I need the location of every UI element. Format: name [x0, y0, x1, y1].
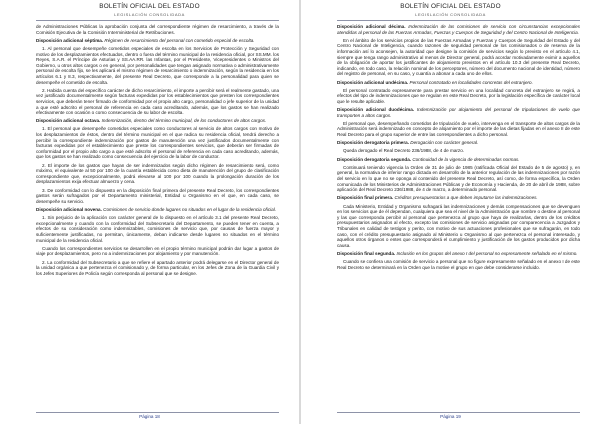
- article-paragraph: [337, 140, 580, 146]
- article-description: Continuidad de la vigencia de determinadas normas.: [412, 156, 520, 162]
- article-paragraph: [36, 207, 279, 213]
- article-paragraph: [337, 24, 580, 35]
- body-paragraph: Cada Ministerio, Entidad y Organismo sufragará las indemnizaciones y demás compensaciones que se devenguen en los servicios que de él dependan, cualquiera que sea el nivel de la Administración que nombre o destine al personal y las que corresponda percibir al personal que pertenezca al grupo que haya de realizarlas, dentro de los créditos presupuestarios asignados al efecto, excepto las comisiones de servicio asignadas por comparecencia a Juzgados y Tribunales en calidad de testigos y perito, con motivo de sus actuaciones profesionales que se sufragarán, en todo caso, con el crédito presupuestario asignado al Ministerio u Organismo al que pertenezca el personal interesado, y aquellos otros órganos o entes que corresponderá el cumplimiento y justificación de los gastos producidos por dicha causa.: [337, 203, 580, 248]
- article-description: Derogación con carácter general.: [410, 140, 479, 146]
- page-number: Página 19: [440, 414, 461, 419]
- body-paragraph: Cuando los correspondientes servicios se desarrollen en el propio término municipal podrán dar lugar a gastos de viaje por desplazamientos, pero no a indemnizaciones por alojamiento y por manutención.: [36, 245, 279, 257]
- footer-rule: [337, 412, 580, 413]
- article-heading: Disposición adicional undécima.: [337, 79, 409, 85]
- article-description: Indemnización por alojamiento del personal de tripulaciones de vuelo que transporten a altos cargos.: [337, 107, 580, 118]
- body-paragraph: Continuará teniendo vigencia la Orden de 31 de julio de 1985 (ratificada Oficial del Estado de 5 de agosto) y, en general, la normativa de inferior rango dictada en desarrollo de la anterior regulación de las indemnizaciones por razón del servicio en lo que no se oponga al contenido del presente Real Decreto, así como, de forma específica, la Orden comunicada de los Ministerios de Administraciones Públicas y de Economía y Hacienda, de 20 de abril de 1988, sobre aplicación del Real Decreto 236/1988, de 4 de marzo, a determinado personal.: [337, 164, 580, 193]
- header-title: BOLETÍN OFICIAL DEL ESTADO: [99, 3, 200, 10]
- body-paragraph: de Administraciones Públicas la aprobación conjunta del correspondiente régimen de resarcimiento, a través de la Comisión Ejecutiva de la Comisión Interministerial de Retribuciones.: [36, 24, 279, 35]
- article-description: Indemnización, dentro del término municipal, de los conductores de altos cargos.: [101, 118, 267, 124]
- article-description: Inclusión en los grupos del anexo I del personal no expresamente señalado en el mismo.: [396, 250, 578, 256]
- article-paragraph: [337, 195, 580, 201]
- article-paragraph: [337, 157, 580, 163]
- article-description: Comisiones de servicio donde lugares no situados en el lugar de la residencia oficial.: [103, 206, 277, 212]
- body-paragraph: El personal contratado expresamente para prestar servicio en una localidad concreta del extranjero se regirá, a efectos del tipo de indemnizaciones que se regulan en este Real Decreto, por la legislación específica de carácter local que le resulte aplicable.: [337, 87, 580, 104]
- body-paragraph: Cuando se confiera una comisión de servicio a personal que no figure expresamente señalado en el anexo I de este Real Decreto se determinará en la Orden que la motive el grupo en que debe considerarse incluido.: [337, 259, 580, 270]
- document-page-left: [0, 0, 299, 424]
- article-heading: Disposición adicional octava.: [36, 118, 101, 124]
- article-heading: Disposición adicional duodécima.: [337, 107, 415, 113]
- body-paragraph: 2. Habida cuenta del específico carácter de dicho resarcimiento, el importe a percibir será el realmente gastado, una vez justificado documentalmente según facturas expedidas por los establecimientos que presten los correspondientes servicios, que deberán tener firmado de conformidad por el propio alto cargo, personalidad o jefe superior de la unidad a que esté adscrito el personal de referencia en cada caso acreditando, además, que los gastos se han realizado efectivamente con ocasión o como consecuencia de su labor de escolta.: [36, 87, 279, 116]
- header-title: BOLETÍN OFICIAL DEL ESTADO: [400, 3, 501, 10]
- body-paragraph: Queda derogado el Real Decreto 236/1988, de 4 de marzo.: [343, 148, 465, 154]
- article-paragraph: [36, 38, 279, 44]
- article-paragraph: [337, 107, 580, 118]
- body-paragraph: 3. De conformidad con lo dispuesto en la disposición final primera del presente Real Decreto, los correspondientes gastos serán sufragados por el Departamento ministerial, Entidad u Organismo en el que, en cada caso, se desempeñe su servicio.: [36, 187, 279, 204]
- article-paragraph: [36, 118, 279, 124]
- page-body-text: [337, 24, 580, 273]
- body-paragraph: 2. El importe de los gastos que hayan de ser indemnizados según dicho régimen de resarcimiento será, como máximo, el equivalente al 50 por 100 de la cuantía establecida como dieta de manutención del grupo de clasificación correspondiente que, excepcionalmente, podrá elevarse al 100 por 100 cuando la prolongación duración de los desplazamientos exija efectuar almuerzo y cena.: [36, 162, 279, 185]
- article-description: Personal contratado en localidades concretas del extranjero.: [409, 79, 533, 85]
- header-rule: [337, 20, 580, 21]
- page-body-text: [36, 24, 279, 279]
- article-heading: Disposición adicional séptima.: [36, 37, 104, 43]
- header-subtitle: LEGISLACIÓN CONSOLIDADA: [114, 12, 185, 17]
- body-paragraph: 1. Sin perjuicio de la aplicación con carácter general de lo dispuesto en el artículo 3.1 del presente Real Decreto, excepcionalmente y cuando con la conformidad del Subsecretario del Departamento, se pueden tener en cuenta, a efectos de su consideración como indemnizables, comisiones de servicio que, por causas de fuerza mayor y suficientemente justificadas, no permitan, únicamente, deban indicarse desde lugares no situados en el término municipal de la residencia oficial.: [36, 215, 279, 243]
- article-description: Créditos presupuestarios a que deben imputarse las indemnizaciones.: [394, 195, 538, 201]
- article-heading: Disposición derogatoria segunda.: [337, 156, 412, 162]
- page-number: Página 18: [139, 414, 160, 419]
- article-heading: Disposición final primera.: [337, 195, 394, 201]
- body-paragraph: 1. El personal que desempeñe cometidos especiales como conductores al servicio de altos cargos con motivo de los desplazamientos de éstos, dentro del término municipal en el que radica su residencia oficial, tendrá derecho a percibir la correspondiente indemnización por gastos de manutención una vez justificados documentalmente con facturas expedidas por el establecimiento que preste los correspondientes servicios, que deberán ser firmadas de conformidad por el propio alto cargo a que esté adscrito el personal de referencia en cada caso acreditando, además, que los gastos se han realizado como consecuencia del ejercicio de la labor de conductor.: [36, 126, 279, 160]
- header-rule: [36, 20, 279, 21]
- article-heading: Disposición adicional décima.: [337, 24, 406, 29]
- body-paragraph: 2. La conformidad del Subsecretario a que se refiere el apartado anterior podrá delegarse en el Director general de la unidad orgánica a que pertenezca el comisionado y, de forma particular, en los Jefes de Zona de la Guardia Civil y los Jefes Superiores de Policía según corresponda al personal que se designe.: [36, 259, 279, 276]
- header-subtitle: LEGISLACIÓN CONSOLIDADA: [415, 12, 486, 17]
- article-heading: Disposición adicional novena.: [36, 206, 102, 212]
- article-paragraph: [337, 80, 580, 86]
- body-paragraph: En el ámbito de los servicios propios de las Fuerzas Armadas y Fuerzas y Cuerpos de Seguridad del Estado y del Centro Nacional de Inteligencia, cuando razones de seguridad personal de los comisionados o de reserva de la información así lo aconsejen, la autoridad que designe la comisión de servicios según lo previsto en el artículo 4.1, siempre que tenga rango administrativo al menos de Director general, podrá acordar motivadamente eximir a aquellos de la obligación de aportar los justificantes de alojamiento previstos en el artículo 10.3 del presente Real Decreto, indicando, en todo caso, la relación nominal de los perceptores, número del documento nacional de identidad, número del registro de personal, en su caso, y cuantía a abonar a cada uno de ellos.: [337, 37, 580, 77]
- document-page-right: [301, 0, 600, 424]
- article-heading: Disposición final segunda.: [337, 250, 396, 256]
- article-heading: Disposición derogatoria primera.: [337, 140, 409, 146]
- footer-rule: [36, 412, 279, 413]
- article-description: Régimen de resarcimiento del personal con cometido especial de escolta.: [104, 37, 255, 43]
- article-description: Indemnización de las comisiones de servicio con circunstancias excepcionales atendidas al personal de las Fuerzas Armadas, Fuerzas y Cuerpos de Seguridad y del Centro Nacional de Inteligencia.: [337, 24, 580, 35]
- body-paragraph: El personal que, desempeñando cometidos de tripulación de vuelo, intervenga en el transporte de altos cargos de la Administración será indemnizado en concepto de alojamiento por el importe de las dietas fijadas en el anexo II de este Real Decreto para el grupo superior de entre las correspondientes a dicho personal.: [337, 120, 580, 138]
- body-paragraph: 1. Al personal que desempeñe cometidos especiales de escolta en los Servicios de Protección y Seguridad con motivo de los desplazamientos efectuados, dentro o fuera del término municipal de la residencia oficial, por SS.MM. los Reyes, S.A.R. el Príncipe de Asturias y SS.AA.RR. las Infantas, por el Presidente, Vicepresidentes o Ministros del Gobierno, u otros altos cargos o en general, por personalidades que tengan asignado normativa o administrativamente personal de escolta fijo, se les aplicará el mismo régimen de resarcimiento o indemnización, según la residencia en los artículos 6.1 y 8.3, respectivamente, del presente Real Decreto, que corresponde a la personalidad para quien se desempeñe el cometido de escolta.: [36, 45, 279, 85]
- article-paragraph: [337, 251, 580, 257]
